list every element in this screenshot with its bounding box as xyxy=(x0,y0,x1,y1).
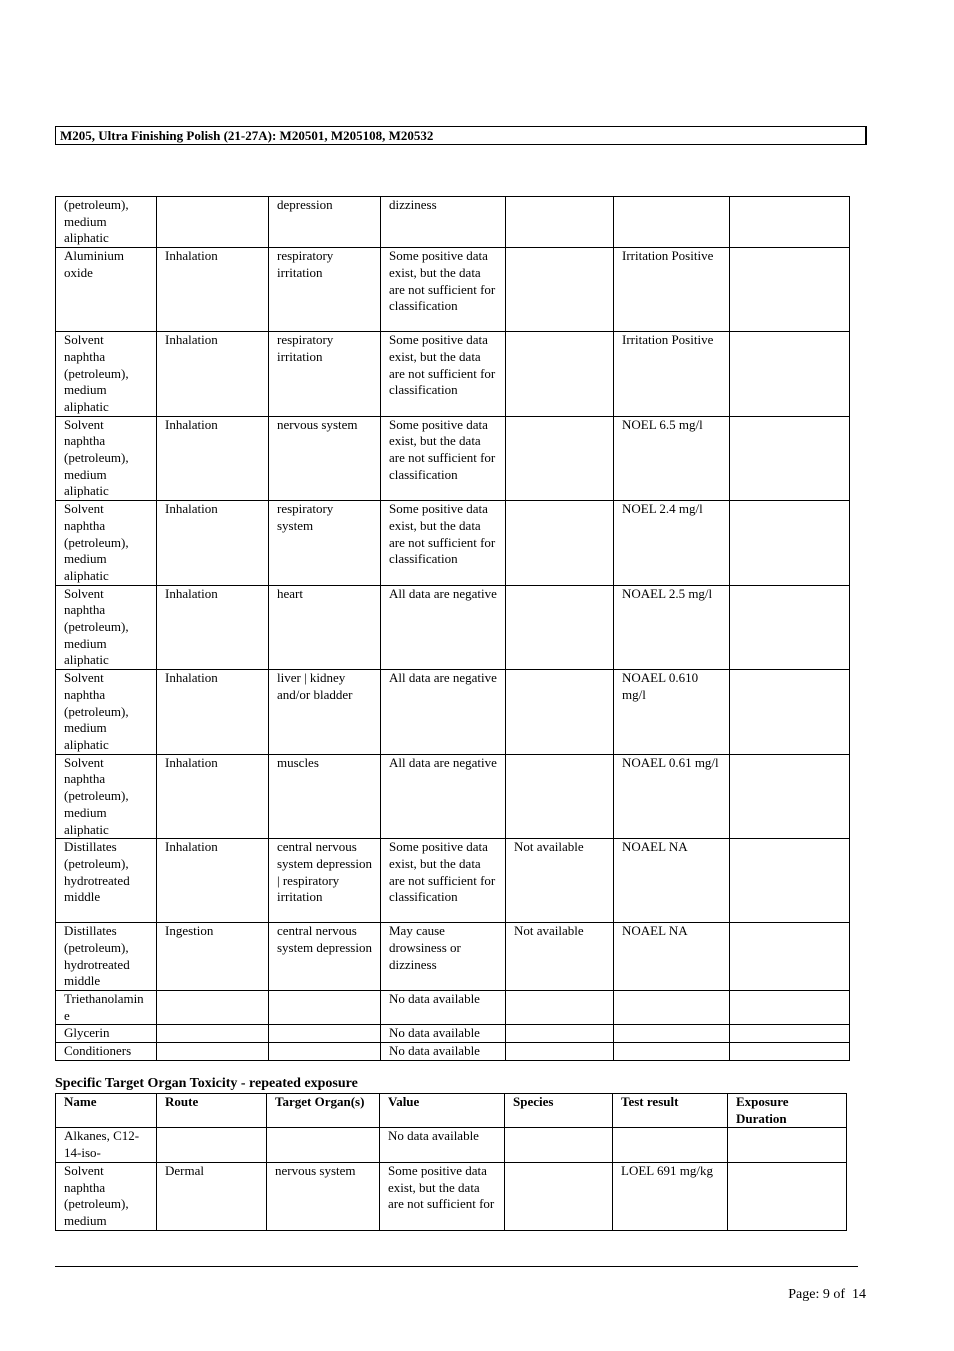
table-cell xyxy=(506,248,614,332)
table-row xyxy=(56,1025,850,1043)
table-header-row xyxy=(56,1094,847,1128)
table-cell xyxy=(157,1043,269,1061)
table-cell xyxy=(614,991,730,1025)
table-cell: nervous system xyxy=(267,1162,380,1230)
table-cell: Inhalation xyxy=(157,585,269,670)
table-cell: nervous system xyxy=(269,416,381,501)
table-cell: Ingestion xyxy=(157,923,269,991)
table-cell: All data are negative xyxy=(381,585,506,670)
table-row xyxy=(56,991,850,1025)
table-cell: Some positive data exist, but the data are not sufficient for xyxy=(380,1162,505,1230)
table-cell: NOAEL 2.5 mg/l xyxy=(614,585,730,670)
table-cell: NOAEL 0.610 mg/l xyxy=(614,670,730,755)
table-row xyxy=(56,1043,850,1061)
document-title: M205, Ultra Finishing Polish (21-27A): M20501, M205108, M20532 xyxy=(60,128,434,143)
table-cell: Solvent naphtha (petroleum), medium aliphatic xyxy=(56,332,157,417)
table-cell: May cause drowsiness or dizziness xyxy=(381,923,506,991)
table-cell xyxy=(506,585,614,670)
page-number: Page: 9 of 14 xyxy=(788,1287,866,1302)
table-cell xyxy=(728,1128,847,1162)
table-cell xyxy=(730,332,850,417)
table-cell xyxy=(506,1025,614,1043)
table-cell: Not available xyxy=(506,839,614,923)
table-cell: NOEL 2.4 mg/l xyxy=(614,501,730,586)
table-cell: central nervous system depression | respiratory irritation xyxy=(269,839,381,923)
table-cell: central nervous system depression xyxy=(269,923,381,991)
table-cell: No data available xyxy=(381,1025,506,1043)
table-cell: Irritation Positive xyxy=(614,332,730,417)
table-cell xyxy=(157,1128,267,1162)
table-cell: Alkanes, C12-14-iso- xyxy=(56,1128,157,1162)
table-cell xyxy=(269,991,381,1025)
table-cell: Inhalation xyxy=(157,754,269,839)
table-cell: (petroleum), medium aliphatic xyxy=(56,197,157,248)
table-cell xyxy=(613,1128,728,1162)
table-cell xyxy=(730,501,850,586)
table-cell xyxy=(506,754,614,839)
table-cell: NOAEL 0.61 mg/l xyxy=(614,754,730,839)
table-row xyxy=(56,585,850,670)
table-cell xyxy=(157,197,269,248)
table-cell: Solvent naphtha (petroleum), medium aliphatic xyxy=(56,585,157,670)
table-cell xyxy=(614,197,730,248)
table-cell: Some positive data exist, but the data are not sufficient for classification xyxy=(381,332,506,417)
table-cell: Inhalation xyxy=(157,839,269,923)
table-cell: NOEL 6.5 mg/l xyxy=(614,416,730,501)
table-cell xyxy=(728,1162,847,1230)
table-row xyxy=(56,754,850,839)
table-row xyxy=(56,416,850,501)
table-cell: Solvent naphtha (petroleum), medium aliphatic xyxy=(56,670,157,755)
table-cell: respiratory system xyxy=(269,501,381,586)
column-header: Route xyxy=(157,1094,267,1128)
table-cell: respiratory irritation xyxy=(269,332,381,417)
table-cell xyxy=(614,1043,730,1061)
column-header: Test result xyxy=(613,1094,728,1128)
table-cell: depression xyxy=(269,197,381,248)
table-row xyxy=(56,332,850,417)
table-cell: Distillates (petroleum), hydrotreated middle xyxy=(56,839,157,923)
table-cell xyxy=(506,416,614,501)
table-cell xyxy=(730,991,850,1025)
table-cell: Some positive data exist, but the data are not sufficient for classification xyxy=(381,839,506,923)
table-cell xyxy=(269,1043,381,1061)
table-cell: Solvent naphtha (petroleum), medium aliphatic xyxy=(56,416,157,501)
table-cell: Inhalation xyxy=(157,332,269,417)
table-cell xyxy=(506,501,614,586)
column-header: Name xyxy=(56,1094,157,1128)
table-cell xyxy=(730,416,850,501)
table-cell xyxy=(730,923,850,991)
repeated-exposure-section-title: Specific Target Organ Toxicity - repeated exposure xyxy=(55,1076,358,1091)
table-cell xyxy=(157,1025,269,1043)
table-cell: Irritation Positive xyxy=(614,248,730,332)
table-cell xyxy=(506,1043,614,1061)
table-cell: heart xyxy=(269,585,381,670)
column-header: Target Organ(s) xyxy=(267,1094,380,1128)
column-header: Species xyxy=(505,1094,613,1128)
table-cell: liver | kidney and/or bladder xyxy=(269,670,381,755)
table-cell xyxy=(506,332,614,417)
table-cell xyxy=(730,585,850,670)
table-cell: Solvent naphtha (petroleum), medium aliphatic xyxy=(56,754,157,839)
table-cell: Some positive data exist, but the data are not sufficient for classification xyxy=(381,248,506,332)
table-cell: Solvent naphtha (petroleum), medium xyxy=(56,1162,157,1230)
table-cell xyxy=(506,991,614,1025)
table-cell: Distillates (petroleum), hydrotreated middle xyxy=(56,923,157,991)
table-cell xyxy=(730,670,850,755)
table-cell: Inhalation xyxy=(157,670,269,755)
table-cell: dizziness xyxy=(381,197,506,248)
table-row xyxy=(56,923,850,991)
table-cell: Dermal xyxy=(157,1162,267,1230)
table-cell xyxy=(730,754,850,839)
table-cell: Inhalation xyxy=(157,248,269,332)
table-cell: Some positive data exist, but the data are not sufficient for classification xyxy=(381,501,506,586)
table-cell xyxy=(730,839,850,923)
column-header: Exposure Duration xyxy=(728,1094,847,1128)
table-cell: Solvent naphtha (petroleum), medium aliphatic xyxy=(56,501,157,586)
table-cell: All data are negative xyxy=(381,670,506,755)
table-cell xyxy=(269,1025,381,1043)
table-cell: Inhalation xyxy=(157,501,269,586)
table-cell: Glycerin xyxy=(56,1025,157,1043)
table-cell: LOEL 691 mg/kg xyxy=(613,1162,728,1230)
table-row xyxy=(56,1162,847,1230)
table-cell xyxy=(506,197,614,248)
table-cell: Triethanolamine xyxy=(56,991,157,1025)
table-row xyxy=(56,839,850,923)
repeated-exposure-table xyxy=(55,1093,847,1231)
table-cell xyxy=(730,1043,850,1061)
table-cell: NOAEL NA xyxy=(614,839,730,923)
table-cell: NOAEL NA xyxy=(614,923,730,991)
table-cell: Inhalation xyxy=(157,416,269,501)
table-row xyxy=(56,197,850,248)
table-cell xyxy=(730,197,850,248)
document-header xyxy=(55,126,867,145)
table-cell xyxy=(267,1128,380,1162)
table-cell: No data available xyxy=(381,991,506,1025)
table-row xyxy=(56,1128,847,1162)
table-cell: All data are negative xyxy=(381,754,506,839)
table-cell: muscles xyxy=(269,754,381,839)
table-cell: Aluminium oxide xyxy=(56,248,157,332)
table-cell: respiratory irritation xyxy=(269,248,381,332)
table-cell xyxy=(505,1128,613,1162)
table-cell xyxy=(157,991,269,1025)
table-cell xyxy=(730,1025,850,1043)
table-cell: No data available xyxy=(380,1128,505,1162)
footer-divider xyxy=(55,1266,858,1267)
table-cell: Some positive data exist, but the data are not sufficient for classification xyxy=(381,416,506,501)
table-row xyxy=(56,501,850,586)
table-cell xyxy=(614,1025,730,1043)
table-cell: Not available xyxy=(506,923,614,991)
table-row xyxy=(56,248,850,332)
table-cell xyxy=(505,1162,613,1230)
table-cell xyxy=(506,670,614,755)
table-cell xyxy=(730,248,850,332)
table-row xyxy=(56,670,850,755)
single-exposure-table xyxy=(55,196,850,1061)
table-cell: No data available xyxy=(381,1043,506,1061)
table-cell: Conditioners xyxy=(56,1043,157,1061)
column-header: Value xyxy=(380,1094,505,1128)
